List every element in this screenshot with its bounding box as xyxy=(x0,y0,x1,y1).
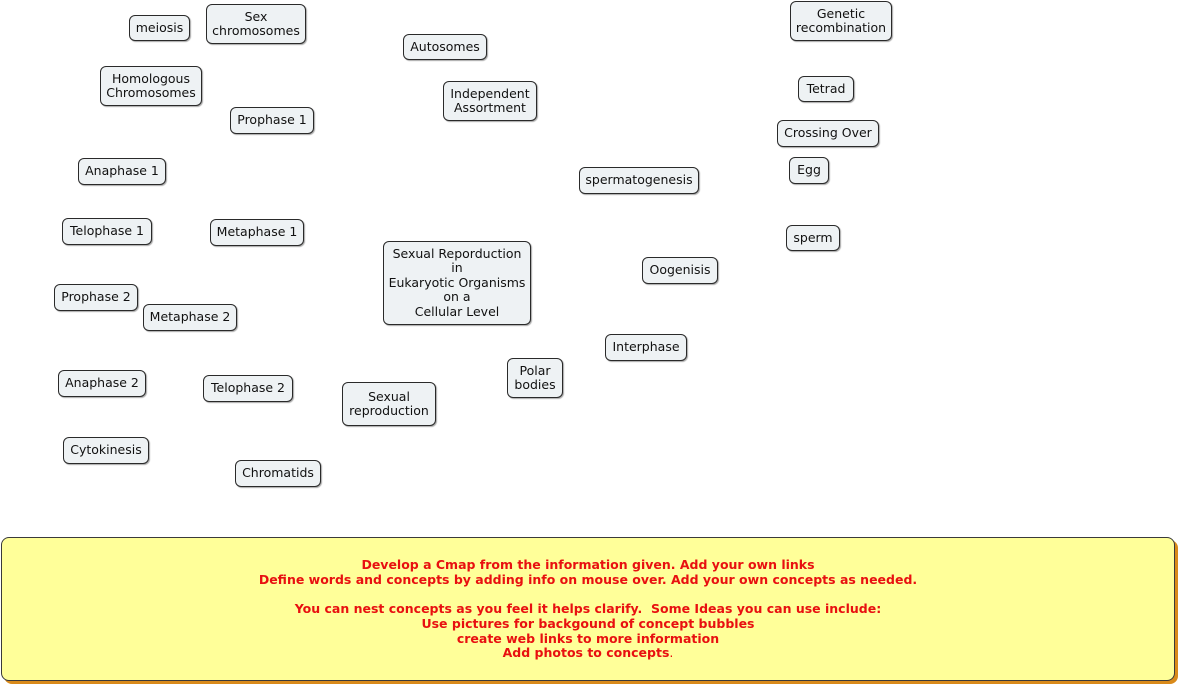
concept-autosomes[interactable]: Autosomes xyxy=(403,34,487,60)
concept-spermatogenesis[interactable]: spermatogenesis xyxy=(579,167,699,194)
concept-oogenisis[interactable]: Oogenisis xyxy=(642,257,718,284)
instructions-line-text: Add photos to concepts xyxy=(502,645,670,661)
instructions-line: Use pictures for backgound of concept bubbles xyxy=(421,615,755,631)
concept-tetrad[interactable]: Tetrad xyxy=(798,76,854,102)
instructions-note xyxy=(1,537,1175,681)
concept-meiosis[interactable]: meiosis xyxy=(129,15,190,41)
concept-metaphase-2[interactable]: Metaphase 2 xyxy=(143,304,237,331)
concept-egg[interactable]: Egg xyxy=(789,157,829,184)
concept-prophase-2[interactable]: Prophase 2 xyxy=(54,284,138,311)
concept-telophase-2[interactable]: Telophase 2 xyxy=(203,375,293,402)
concept-homologous-chromosomes[interactable]: Homologous Chromosomes xyxy=(100,66,202,106)
concept-central-topic[interactable]: Sexual Reporduction in Eukaryotic Organisms on a Cellular Level xyxy=(383,241,531,325)
instructions-line: Develop a Cmap from the information given. Add your own links xyxy=(361,557,815,572)
instructions-line: create web links to more information xyxy=(456,630,720,646)
instructions-line: Define words and concepts by adding info on mouse over. Add your own concepts as needed. xyxy=(258,571,918,587)
instructions-spacer xyxy=(2,587,1174,602)
concept-sexual-reproduction[interactable]: Sexual reproduction xyxy=(342,382,436,426)
concept-anaphase-1[interactable]: Anaphase 1 xyxy=(78,158,166,185)
concept-metaphase-1[interactable]: Metaphase 1 xyxy=(210,219,304,246)
concept-prophase-1[interactable]: Prophase 1 xyxy=(230,107,314,134)
concept-crossing-over[interactable]: Crossing Over xyxy=(777,120,879,147)
instructions-period: . xyxy=(669,645,674,661)
concept-sex-chromosomes[interactable]: Sex chromosomes xyxy=(206,4,306,44)
instructions-line: You can nest concepts as you feel it helps clarify. Some Ideas you can use include: xyxy=(294,601,882,617)
concept-genetic-recombination[interactable]: Genetic recombination xyxy=(790,1,892,41)
concept-chromatids[interactable]: Chromatids xyxy=(235,460,321,487)
concept-anaphase-2[interactable]: Anaphase 2 xyxy=(58,370,146,397)
concept-sperm[interactable]: sperm xyxy=(786,225,840,251)
concept-telophase-1[interactable]: Telophase 1 xyxy=(62,218,152,245)
concept-cytokinesis[interactable]: Cytokinesis xyxy=(63,437,149,464)
concept-independent-assortment[interactable]: Independent Assortment xyxy=(443,81,537,121)
concept-polar-bodies[interactable]: Polar bodies xyxy=(507,358,563,398)
concept-interphase[interactable]: Interphase xyxy=(605,334,687,361)
instructions-last-line xyxy=(2,646,1174,661)
